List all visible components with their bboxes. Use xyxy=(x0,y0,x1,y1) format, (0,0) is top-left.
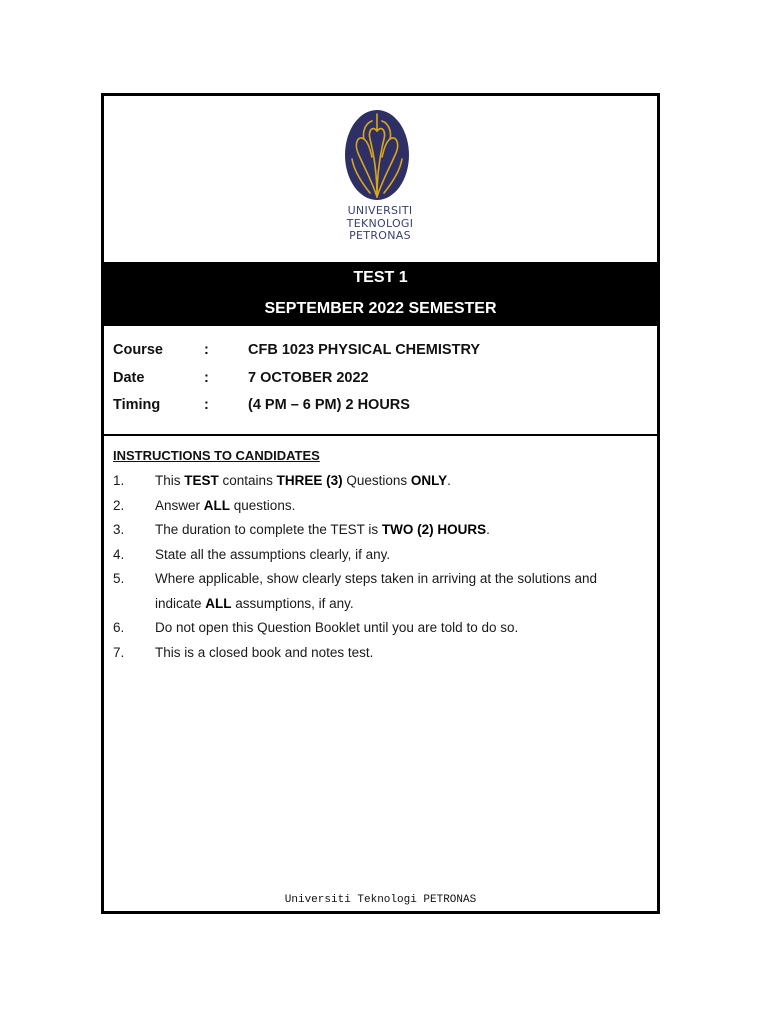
instruction-segment: State all the assumptions clearly, if any. xyxy=(155,546,391,562)
instruction-number: 2. xyxy=(113,497,125,513)
instructions-heading: INSTRUCTIONS TO CANDIDATES xyxy=(113,448,320,463)
instruction-text xyxy=(155,641,373,665)
instruction-emphasis: ALL xyxy=(203,497,231,513)
instruction-text xyxy=(155,592,354,616)
instruction-segment: This xyxy=(155,473,185,488)
timing-label: Timing xyxy=(113,397,161,413)
instruction-segment: questions. xyxy=(230,497,296,513)
timing-colon: : xyxy=(204,397,209,413)
university-emblem-icon xyxy=(344,109,410,201)
instruction-number: 4. xyxy=(113,546,125,562)
instruction-text xyxy=(155,567,597,591)
course-label: Course xyxy=(113,342,163,358)
instruction-text xyxy=(155,616,518,640)
instruction-segment: The duration to complete the TEST is xyxy=(155,522,382,537)
instruction-emphasis: ONLY xyxy=(410,473,448,488)
instruction-segment: . xyxy=(447,473,451,488)
date-label: Date xyxy=(113,370,145,386)
date-value: 7 OCTOBER 2022 xyxy=(248,370,369,386)
timing-value: (4 PM – 6 PM) 2 HOURS xyxy=(248,397,410,413)
instruction-emphasis: ALL xyxy=(205,595,232,611)
instruction-emphasis: THREE (3) xyxy=(276,473,343,488)
test-title: TEST 1 xyxy=(353,269,408,286)
logo-area xyxy=(104,96,657,262)
instruction-segment: . xyxy=(486,522,490,537)
course-info xyxy=(104,326,657,436)
instruction-number: 6. xyxy=(113,620,125,635)
instruction-emphasis: TWO (2) HOURS xyxy=(381,522,487,537)
course-colon: : xyxy=(204,342,209,358)
university-wordmark xyxy=(330,205,430,243)
wordmark-line-2: TEKNOLOGI xyxy=(346,216,414,230)
instruction-emphasis: TEST xyxy=(184,473,219,488)
instruction-segment: Questions xyxy=(342,473,411,488)
instruction-text xyxy=(155,543,390,567)
document-page xyxy=(101,93,660,914)
title-band xyxy=(104,262,657,326)
wordmark-line-3: PETRONAS xyxy=(349,229,411,242)
semester-title: SEPTEMBER 2022 SEMESTER xyxy=(264,300,497,317)
instruction-number: 1. xyxy=(113,473,125,488)
instruction-text xyxy=(155,518,490,542)
instruction-segment: indicate xyxy=(155,595,206,611)
instruction-segment: Do not open this Question Booklet until you are told to do so. xyxy=(155,620,519,635)
page-footer: Universiti Teknologi PETRONAS xyxy=(284,894,477,906)
course-value: CFB 1023 PHYSICAL CHEMISTRY xyxy=(248,342,481,358)
date-colon: : xyxy=(204,370,209,386)
instruction-segment: Where applicable, show clearly steps taken in arriving at the solutions and xyxy=(155,571,597,586)
instruction-segment: This is a closed book and notes test. xyxy=(155,644,374,660)
instruction-segment: Answer xyxy=(155,497,204,513)
instruction-text xyxy=(155,494,295,518)
instruction-number: 5. xyxy=(113,571,125,586)
instruction-segment: assumptions, if any. xyxy=(231,595,354,611)
instruction-text xyxy=(155,469,451,493)
wordmark-line-1: UNIVERSITI xyxy=(347,204,413,217)
instruction-number: 7. xyxy=(113,644,125,660)
instruction-number: 3. xyxy=(113,522,125,537)
instruction-segment: contains xyxy=(218,473,277,488)
